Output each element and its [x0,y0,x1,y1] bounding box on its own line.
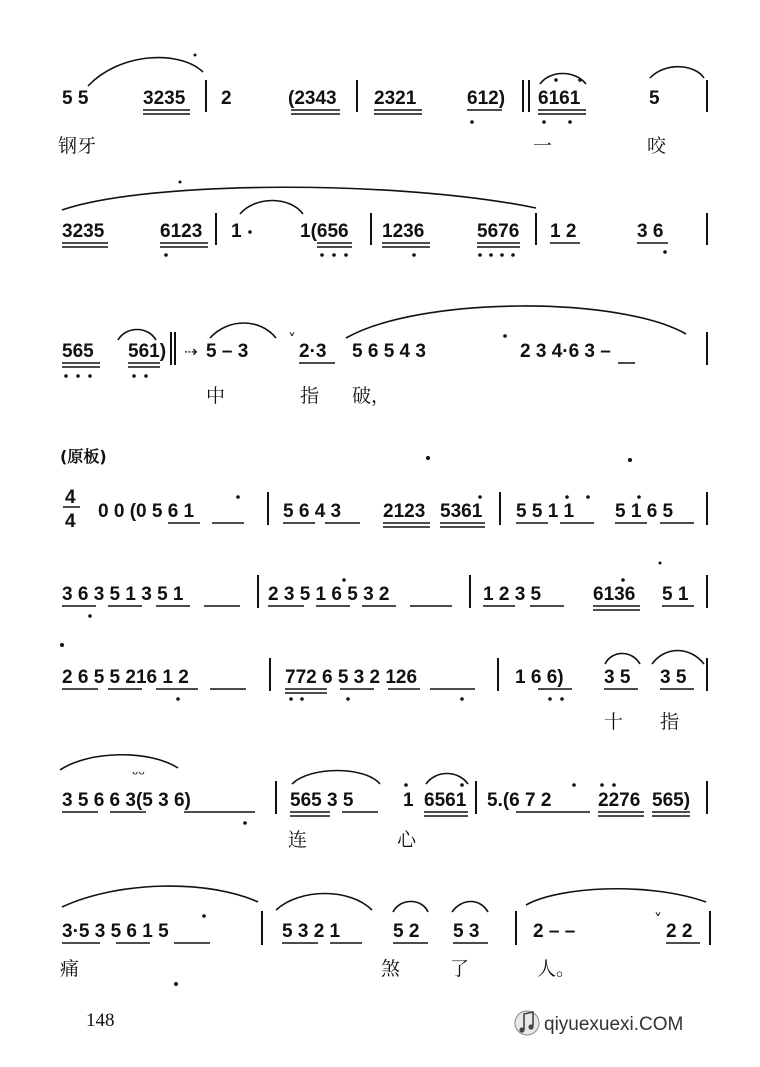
note-group: 3·5 3 5 6 1 5 [62,921,169,942]
slur [118,330,156,341]
note-group: 2 – – [533,921,576,942]
slur [650,67,704,78]
slur [276,894,372,911]
note-group: 2·3 [299,341,327,362]
note-group: 1 2 3 5 [483,584,542,605]
lyric: 心 [397,829,417,851]
note-group: 5676 [477,221,520,242]
slur [210,323,276,338]
lyrics-row-1 [58,135,667,157]
note-group: 1 6 6) [515,667,564,688]
note-group: 3 5 [660,667,687,688]
page-number: 148 [86,1010,115,1031]
note-group: 6161 [538,88,581,109]
lyric: 钢牙 [58,135,97,157]
lyric: 指 [300,385,320,407]
tempo-mark: (原板) [60,447,107,466]
note-group: 3 6 3 5 1 3 5 1 [62,584,184,605]
slur [60,755,178,770]
lyric: 痛 [60,958,80,980]
note-group: 5 2 [393,921,420,942]
system-3 [62,306,707,407]
note-group: 3 5 6 6 3(5 3 6) [62,790,191,811]
lyric: 人。 [537,958,576,980]
lyric: 一 [533,135,553,157]
note-group: 5 1 6 5 [615,501,674,522]
note-group: 5 1 [662,584,689,605]
note-group: 5 5 1 1 [516,501,575,522]
system-5 [62,562,707,618]
note-group: 5361 [440,501,483,522]
note-group: 1 [231,221,242,242]
slur [605,654,640,665]
slur [346,306,686,338]
system-2 [62,181,707,257]
note-group: 565 [62,341,94,362]
watermark-text: qiyuexuexi.COM [544,1014,684,1035]
lyric: 中 [206,385,226,407]
slur [652,651,704,665]
note-group: 5 3 2 1 [282,921,341,942]
slur [426,774,468,785]
slur [292,771,380,785]
note-group: 3 6 [637,221,664,242]
trill-mark: ᵕᵕ [132,765,146,784]
note-group: (2343 [288,88,337,109]
system-7 [60,755,707,851]
note-group: 2123 [383,501,426,522]
note-group: 6561 [424,790,467,811]
lyric: 十 [604,711,624,733]
note-group: 6123 [160,221,203,242]
note-group: 2 6 5 5 216 1 2 [62,667,189,688]
lyric: 破， [352,385,391,407]
note-group: 561) [128,341,167,362]
note-group: 1 2 [550,221,577,242]
note-group: 2 [221,88,232,109]
system-1 [58,54,707,158]
slur [240,201,303,215]
lyric: 连 [288,829,308,851]
note-group: 3 5 [604,667,631,688]
note-group: 5 [649,88,660,109]
note-group: 0 0 (0 5 6 1 [98,501,195,522]
note-group: 2 2 [666,921,693,942]
note-group: 2276 [598,790,641,811]
lyric: 煞 [381,958,401,980]
system-6 [60,643,707,733]
slur [452,902,488,913]
breath-mark: ˅ [288,330,296,349]
music-note-logo-icon [515,1011,539,1035]
note-group: 5 3 [453,921,480,942]
note-group: 5 5 [62,88,89,109]
lyric: 了 [450,958,470,980]
note-group: 612) [467,88,506,109]
note-group: 5 – 3 [206,341,249,362]
note-group: 2321 [374,88,417,109]
watermark [515,1011,683,1035]
note-group: 565 3 5 [290,790,354,811]
note-group: 1 [403,790,414,811]
slur [88,58,203,86]
glide-mark: ⇢ [184,342,198,361]
system-8 [60,886,710,986]
note-group: 772 6 5 3 2 126 [285,667,418,688]
notes-row-1 [62,88,660,109]
system-4 [63,487,707,532]
note-group: 5 6 4 3 [283,501,342,522]
slur [393,902,428,913]
note-group: 565) [652,790,691,811]
note-group: 2 3 5 1 6 5 3 2 [268,584,390,605]
lyric: 指 [660,711,680,733]
time-signature-top: 4 [65,487,76,508]
note-group: 5.(6 7 2 [487,790,552,811]
note-group: 3235 [143,88,186,109]
breath-mark: ˅ [654,910,662,929]
time-signature-bottom: 4 [65,511,76,532]
note-group: 5 6 5 4 3 [352,341,426,362]
note-group: 2 3 4·6 3 – [520,341,611,362]
lyric: 咬 [647,135,667,157]
slur [62,187,536,210]
note-group: 6136 [593,584,636,605]
note-group: 3235 [62,221,105,242]
slur [526,889,706,905]
note-group: 1(656 [300,221,349,242]
slur [62,886,258,907]
note-group: 1236 [382,221,425,242]
